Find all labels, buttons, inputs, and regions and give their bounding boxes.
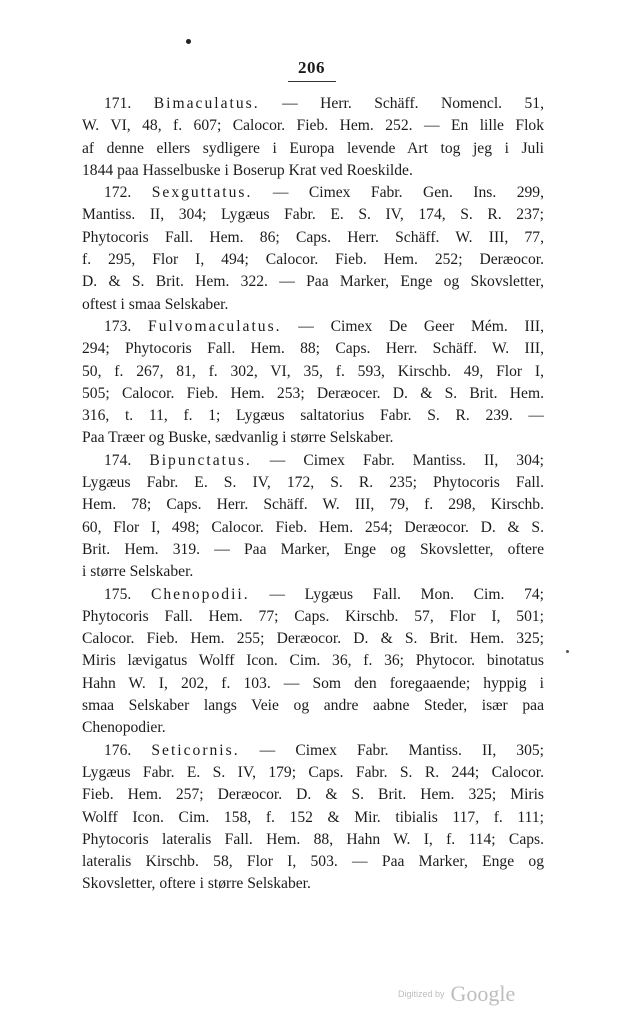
line-text: Mantiss. II, 304; Lygæus Fabr. E. S. IV, 174, S. R. 237; (82, 206, 544, 224)
entry-text-line (82, 383, 544, 405)
line-text: Brit. Hem. 319. — Paa Marker, Enge og Skovsletter, oftere (82, 540, 544, 558)
line-text: Chenopodier. (82, 719, 166, 737)
line-text: smaa Selskaber langs Veie og andre aabne Steder, især paa (82, 697, 544, 715)
entry-number: 171. (104, 95, 154, 112)
species-name: Chenopodii. (150, 585, 250, 603)
entry-heading-line (82, 316, 544, 338)
entry-number: 174. (104, 451, 150, 469)
entry-number: 175. (104, 585, 151, 603)
species-name: Bimaculatus. (153, 95, 260, 112)
entry-text-line (82, 873, 544, 895)
line-text: 505; Calocor. Fieb. Hem. 253; Deræocer. D. & S. Brit. Hem. (82, 384, 544, 402)
line-text: f. 295, Flor I, 494; Calocor. Fieb. Hem. 252; Deræocor. (82, 251, 544, 269)
line-text: — Cimex Fabr. Gen. Ins. 299, (252, 184, 544, 202)
entry-text-line (82, 427, 544, 449)
entry-text-line (82, 695, 544, 717)
entry-text-line (82, 606, 544, 628)
line-text: Miris lævigatus Wolff Icon. Cim. 36, f. 36; Phytocor. binotatus (82, 652, 544, 670)
entry-text-line (82, 561, 544, 583)
entry-text-line (82, 717, 544, 739)
species-name: Fulvomaculatus. (148, 317, 282, 335)
entry-text-line (82, 673, 544, 695)
entry-heading-line (82, 450, 544, 472)
watermark (398, 981, 515, 1007)
species-entry (82, 93, 544, 182)
line-text: 294; Phytocoris Fall. Hem. 88; Caps. Herr. Schäff. W. III, (82, 340, 544, 358)
line-text: Phytocoris Fall. Hem. 77; Caps. Kirschb. 57, Flor I, 501; (82, 607, 544, 625)
line-text: i større Selskaber. (82, 563, 194, 581)
line-text: Calocor. Fieb. Hem. 255; Deræocor. D. & S. Brit. Hem. 325; (82, 630, 544, 648)
page-number: 206 (298, 58, 325, 77)
entry-number: 176. (104, 741, 152, 759)
entry-number: 172. (104, 184, 152, 202)
entry-text-line (82, 115, 544, 137)
line-text: 60, Flor I, 498; Calocor. Fieb. Hem. 254; Deræocor. D. & S. (82, 518, 544, 536)
entry-text-line (82, 294, 544, 316)
entry-text-line (82, 271, 544, 293)
species-entry (82, 182, 544, 316)
entry-text-line (82, 517, 544, 539)
line-text: Lygæus Fabr. E. S. IV, 179; Caps. Fabr. S. R. 244; Calocor. (82, 763, 544, 781)
line-text: Phytocoris lateralis Fall. Hem. 88, Hahn W. I, f. 114; Caps. (82, 830, 544, 848)
line-text: af denne ellers sydligere i Europa levende Art tog jeg i Juli (82, 139, 544, 157)
species-name: Sexguttatus. (151, 184, 253, 202)
entry-text-line (82, 762, 544, 784)
entry-heading-line (82, 584, 544, 606)
line-text: Wolff Icon. Cim. 158, f. 152 & Mir. tibialis 117, f. 111; (82, 808, 544, 826)
watermark-google-logo: Google (450, 981, 516, 1006)
entry-text-line (82, 784, 544, 806)
species-entry (82, 450, 544, 584)
entry-text-line (82, 138, 544, 160)
page-number-rule (288, 81, 336, 82)
entry-heading-line (82, 182, 544, 204)
line-text: — Cimex De Geer Mém. III, (281, 317, 545, 335)
species-name: Seticornis. (151, 741, 240, 759)
entry-text-line (82, 539, 544, 561)
line-text: W. VI, 48, f. 607; Calocor. Fieb. Hem. 252. — En lille Flok (82, 117, 544, 135)
line-text: Fieb. Hem. 257; Deræocor. D. & S. Brit. Hem. 325; Miris (82, 786, 544, 804)
entry-text-line (82, 807, 544, 829)
line-text: 1844 paa Hasselbuske i Boserup Krat ved Roeskilde. (82, 161, 413, 179)
entry-text-line (82, 650, 544, 672)
line-text: Phytocoris Fall. Hem. 86; Caps. Herr. Schäff. W. III, 77, (82, 228, 544, 246)
entry-text-line (82, 249, 544, 271)
ink-dot (186, 39, 191, 44)
line-text: 50, f. 267, 81, f. 302, VI, 35, f. 593, Kirschb. 49, Flor I, (82, 362, 544, 380)
entry-text-line (82, 338, 544, 360)
line-text: D. & S. Brit. Hem. 322. — Paa Marker, Enge og Skovsletter, (82, 273, 544, 291)
entry-text-line (82, 160, 544, 182)
line-text: — Cimex Fabr. Mantiss. II, 305; (239, 741, 544, 759)
entry-text-line (82, 361, 544, 383)
entry-text-line (82, 227, 544, 249)
entry-text-line (82, 829, 544, 851)
species-entry (82, 584, 544, 740)
line-text: — Lygæus Fall. Mon. Cim. 74; (249, 585, 544, 603)
entry-heading-line (82, 93, 544, 115)
line-text: Hahn W. I, 202, f. 103. — Som den foregaaende; hyppig i (82, 674, 544, 692)
watermark-digitized-by: Digitized by (398, 989, 445, 999)
margin-speck (566, 650, 569, 653)
line-text: Hem. 78; Caps. Herr. Schäff. W. III, 79, f. 298, Kirschb. (82, 496, 544, 514)
line-text: Paa Træer og Buske, sædvanlig i større Selskaber. (82, 429, 394, 447)
species-entry (82, 316, 544, 450)
species-entry (82, 740, 544, 896)
line-text: 316, t. 11, f. 1; Lygæus saltatorius Fabr. S. R. 239. — (82, 407, 544, 425)
species-name: Bipunctatus. (149, 451, 252, 469)
line-text: — Cimex Fabr. Mantiss. II, 304; (251, 451, 545, 469)
line-text: — Herr. Schäff. Nomencl. 51, (259, 95, 545, 112)
line-text: Lygæus Fabr. E. S. IV, 172, S. R. 235; Phytocoris Fall. (82, 474, 544, 492)
line-text: oftest i smaa Selskaber. (82, 295, 229, 313)
page-body (82, 93, 544, 896)
entry-heading-line (82, 740, 544, 762)
entry-text-line (82, 494, 544, 516)
entry-text-line (82, 405, 544, 427)
entry-text-line (82, 628, 544, 650)
entry-text-line (82, 472, 544, 494)
line-text: lateralis Kirschb. 58, Flor I, 503. — Paa Marker, Enge og (82, 853, 544, 871)
entry-text-line (82, 204, 544, 226)
entry-text-line (82, 851, 544, 873)
line-text: Skovsletter, oftere i større Selskaber. (82, 875, 311, 893)
entry-number: 173. (104, 317, 149, 335)
